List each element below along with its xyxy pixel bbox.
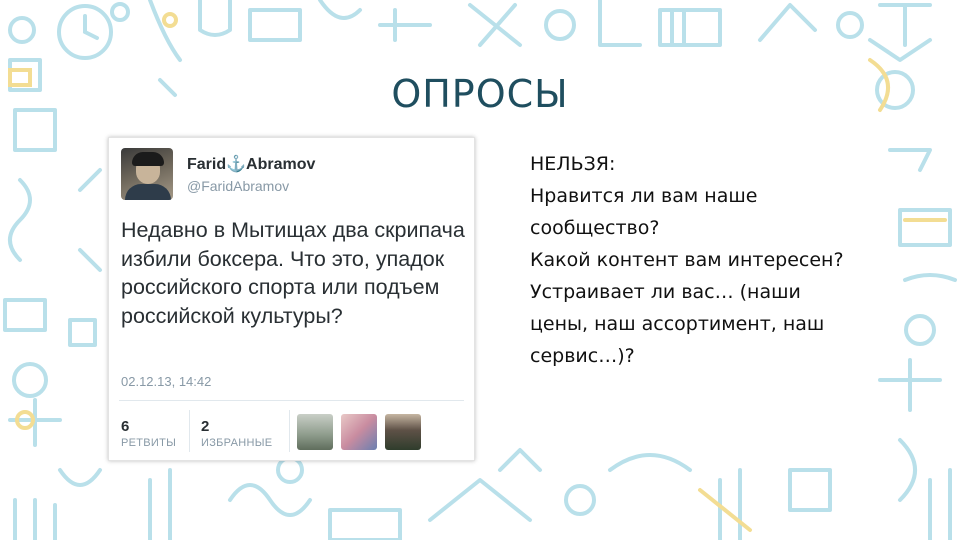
favorited-user-avatar[interactable] — [385, 414, 421, 450]
tweet-timestamp[interactable]: 02.12.13, 14:42 — [121, 374, 212, 389]
body-line: цены, наш ассортимент, наш — [530, 313, 825, 335]
tweet-author-handle[interactable]: @FaridAbramov — [187, 178, 290, 194]
stat-divider — [289, 410, 290, 452]
body-line: сообщество? — [530, 217, 660, 239]
tweet-author-name[interactable]: Farid⚓Abramov — [187, 156, 316, 173]
tweet-divider — [119, 400, 464, 401]
body-line: Какой контент вам интересен? — [530, 249, 844, 271]
retweets-count: 6 — [121, 418, 130, 435]
body-line: Устраивает ли вас… (наши — [530, 281, 801, 303]
favorites-count: 2 — [201, 418, 210, 435]
retweets-stat[interactable] — [121, 418, 176, 449]
stat-divider — [189, 410, 190, 452]
favorites-stat[interactable] — [201, 418, 272, 449]
favorited-user-avatar[interactable] — [297, 414, 333, 450]
retweets-label: РЕТВИТЫ — [121, 437, 177, 449]
slide-body-text — [530, 148, 920, 372]
body-line: сервис…)? — [530, 345, 635, 367]
body-line: НЕЛЬЗЯ: — [530, 153, 616, 175]
favorited-user-avatar[interactable] — [341, 414, 377, 450]
tweet-text: Недавно в Мытищах два скрипача избили боксера. Что это, упадок российского спорта или подъем российской культуры? — [121, 218, 465, 328]
favorites-label: ИЗБРАННЫЕ — [201, 437, 273, 449]
tweet-card — [108, 137, 475, 461]
avatar — [121, 148, 173, 200]
body-line: Нравится ли вам наше — [530, 185, 758, 207]
slide-title: ОПРОСЫ — [391, 72, 569, 116]
